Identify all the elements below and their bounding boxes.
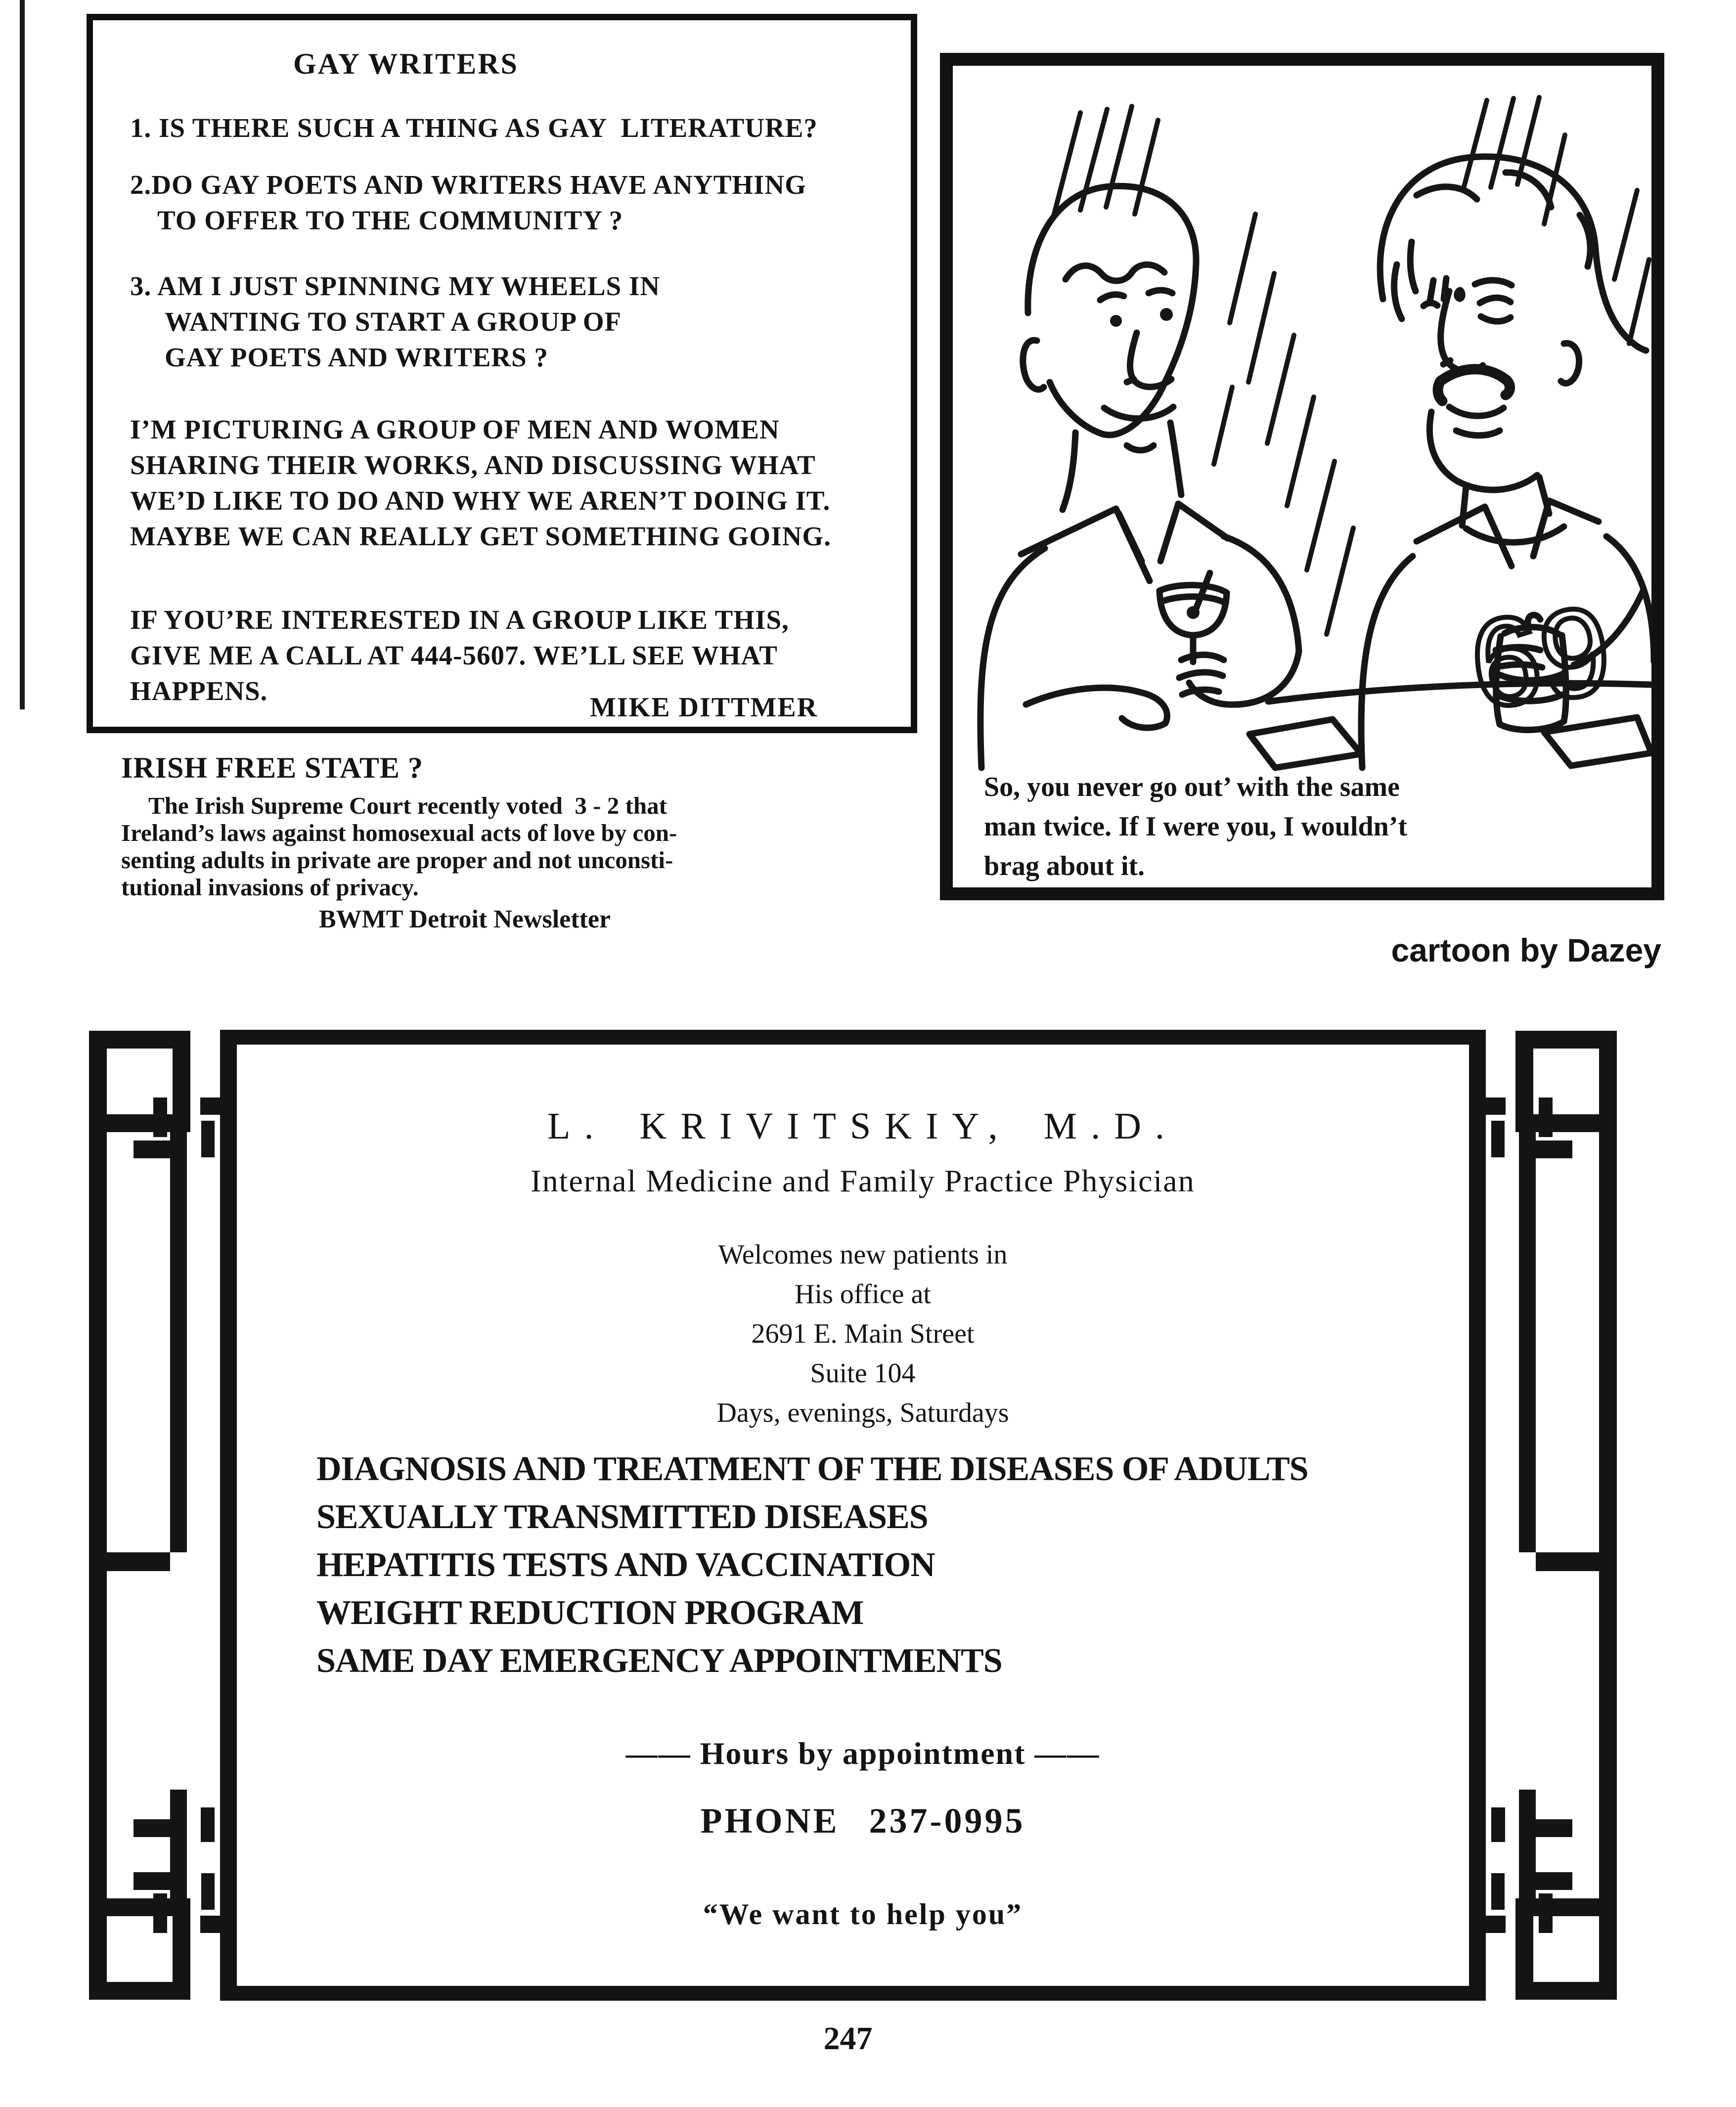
gay-writers-content xyxy=(130,20,891,709)
irish-free-state-article xyxy=(121,751,892,934)
ad-tagline: “We want to help you” xyxy=(703,1898,1023,1931)
article-line: tutional invasions of privacy. xyxy=(121,874,419,901)
caption-line: brag about it. xyxy=(984,851,1145,881)
question-1 xyxy=(130,110,891,146)
article-line: senting adults in private are proper and not unconsti- xyxy=(121,846,673,874)
border-square xyxy=(89,1031,190,1132)
article-byline: BWMT Detroit Newsletter xyxy=(318,905,611,933)
question-line: 2.DO GAY POETS AND WRITERS HAVE ANYTHING xyxy=(130,170,806,200)
border-rail-middle xyxy=(170,1132,187,1552)
cocktail-glass xyxy=(1159,573,1227,662)
border-bar xyxy=(134,1141,170,1158)
page-number: 247 xyxy=(823,2020,873,2057)
doctor-name: L. KRIVITSKIY, M.D. xyxy=(547,1105,1178,1147)
border-bar xyxy=(200,1916,236,1933)
border-bar xyxy=(201,1873,215,1910)
question-line: 3. AM I JUST SPINNING MY WHEELS IN xyxy=(130,271,661,301)
intro-line: Days, evenings, Saturdays xyxy=(716,1398,1009,1428)
border-rail-outer xyxy=(1599,1132,1617,1898)
para-line: SHARING THEIR WORKS, AND DISCUSSING WHAT xyxy=(130,450,816,480)
shirt-number: 69 xyxy=(1463,580,1618,735)
border-connector xyxy=(201,1807,215,1842)
border-connector xyxy=(134,1819,183,1837)
article-line: The Irish Supreme Court recently voted 3 - 2 that xyxy=(148,792,667,819)
border-rail-outer xyxy=(89,1132,107,1898)
para-line: HAPPENS. xyxy=(130,676,268,706)
border-connector xyxy=(107,1552,170,1571)
article-body xyxy=(121,792,892,901)
phone-number: 237-0995 xyxy=(869,1801,1025,1841)
border-bar xyxy=(153,1097,167,1137)
border-bar xyxy=(1491,1121,1505,1157)
caption-line: man twice. If I were you, I wouldn’t xyxy=(984,811,1408,842)
service-item: DIAGNOSIS AND TREATMENT OF THE DISEASES OF ADULTS xyxy=(316,1450,1308,1488)
left-man xyxy=(980,186,1299,768)
paragraph-1 xyxy=(130,412,891,554)
para-line: MAYBE WE CAN REALLY GET SOMETHING GOING. xyxy=(130,521,831,551)
phone-label: PHONE xyxy=(700,1801,840,1841)
cartoon-panel xyxy=(940,53,1664,900)
article-title: IRISH FREE STATE ? xyxy=(121,751,423,784)
service-item: SAME DAY EMERGENCY APPOINTMENTS xyxy=(316,1642,1002,1680)
question-line: 1. IS THERE SUCH A THING AS GAY LITERATURE? xyxy=(130,113,818,143)
border-bar xyxy=(153,1893,167,1933)
question-line: GAY POETS AND WRITERS ? xyxy=(165,342,548,372)
para-line: GIVE ME A CALL AT 444-5607. WE’LL SEE WHAT xyxy=(130,640,778,670)
ad-inner-border-bottom xyxy=(220,1986,1486,2001)
service-item: WEIGHT REDUCTION PROGRAM xyxy=(316,1594,864,1632)
border-square xyxy=(1515,1898,1617,2000)
border-bar xyxy=(1536,1141,1572,1158)
para-line: IF YOU’RE INTERESTED IN A GROUP LIKE THIS, xyxy=(130,605,789,635)
border-connector xyxy=(1536,1552,1599,1571)
article-line: Ireland’s laws against homosexual acts of love by con- xyxy=(121,819,677,846)
border-rail-middle xyxy=(1519,1132,1536,1552)
border-bar xyxy=(1539,1893,1553,1933)
border-bar xyxy=(201,1121,215,1157)
service-item: HEPATITIS TESTS AND VACCINATION xyxy=(316,1546,935,1584)
intro-line: His office at xyxy=(795,1279,931,1310)
ad-inner-border-top xyxy=(220,1030,1486,1045)
ad-border-left xyxy=(84,1018,252,2012)
para-line: WE’D LIKE TO DO AND WHY WE AREN’T DOING IT. xyxy=(130,485,831,516)
border-connector xyxy=(1491,1807,1505,1842)
ad-hours: —— Hours by appointment —— xyxy=(625,1736,1100,1771)
border-bar xyxy=(1539,1097,1553,1137)
border-bar xyxy=(1536,1872,1572,1890)
border-bar xyxy=(134,1872,170,1890)
para-line: I’M PICTURING A GROUP OF MEN AND WOMEN xyxy=(130,414,780,444)
cartoon-drawing xyxy=(953,66,1651,773)
cartoon-credit: cartoon by Dazey xyxy=(1391,932,1661,968)
ad-intro xyxy=(240,1235,1486,1433)
border-connector xyxy=(1523,1819,1572,1837)
cartoon-caption xyxy=(984,767,1627,886)
border-square xyxy=(1515,1031,1617,1132)
question-2 xyxy=(130,167,891,238)
caption-line: So, you never go out’ with the same xyxy=(984,772,1400,802)
doctor-specialty: Internal Medicine and Family Practice Physician xyxy=(531,1163,1195,1198)
ad-phone xyxy=(240,1800,1486,1842)
border-bar xyxy=(1491,1873,1505,1910)
border-square xyxy=(89,1898,190,2000)
intro-line: Welcomes new patients in xyxy=(718,1239,1008,1270)
question-line: TO OFFER TO THE COMMUNITY ? xyxy=(157,205,623,235)
letter-signature: MIKE DITTMER xyxy=(590,692,818,723)
intro-line: Suite 104 xyxy=(810,1358,916,1389)
gay-writers-box xyxy=(87,14,917,733)
question-3 xyxy=(130,268,891,375)
ad-services-list xyxy=(316,1445,1503,1685)
gay-writers-title: GAY WRITERS xyxy=(293,47,519,80)
intro-line: 2691 E. Main Street xyxy=(751,1318,975,1349)
question-line: WANTING TO START A GROUP OF xyxy=(165,307,622,337)
service-item: SEXUALLY TRANSMITTED DISEASES xyxy=(316,1498,928,1536)
scan-edge-artifact xyxy=(20,0,25,709)
